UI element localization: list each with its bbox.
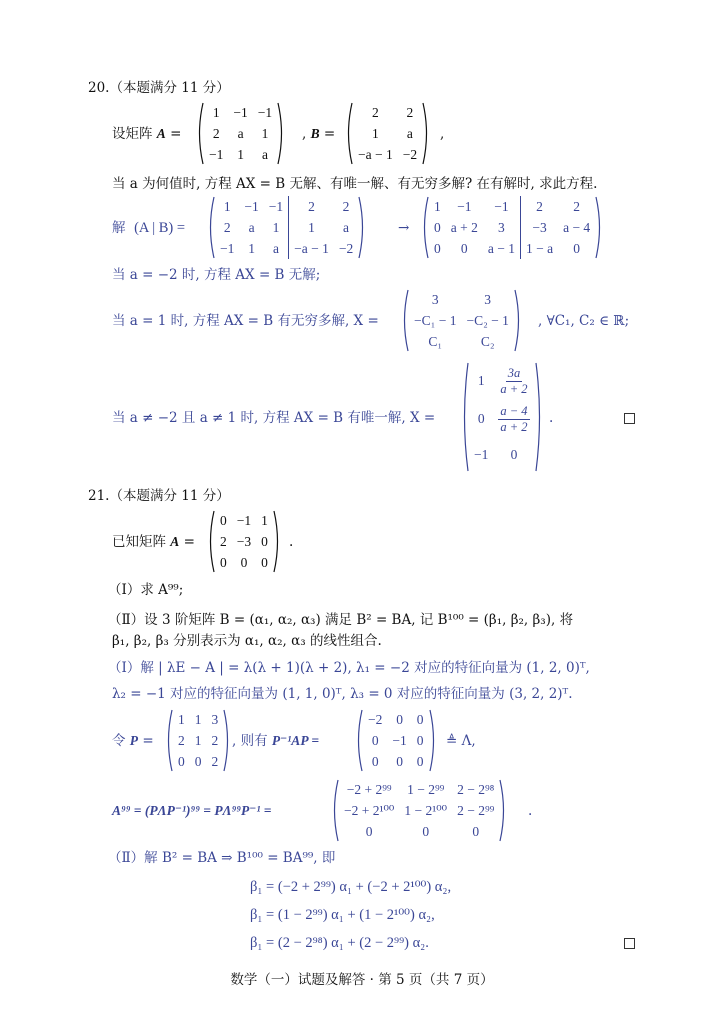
q20-case-no-solution: 当 a = −2 时, 方程 AX = B 无解; xyxy=(112,267,321,283)
matrix-entry: 1 xyxy=(194,732,202,748)
left-paren xyxy=(164,709,173,772)
left-paren xyxy=(460,362,469,472)
matrix-entry: 2 xyxy=(211,732,219,748)
q21-given: 已知矩阵 A = xyxy=(112,534,195,550)
matrix-entry: 1 − 2¹⁰⁰ xyxy=(404,802,448,818)
matrix-entry: −2 + 2⁹⁹ xyxy=(346,781,392,797)
matrix-entry: −1 xyxy=(474,447,489,462)
left-paren xyxy=(206,196,215,259)
q20-matrix-A xyxy=(195,102,286,165)
right-paren xyxy=(273,510,282,573)
q20-comma-2: , xyxy=(440,126,445,142)
q21-beta-line-3: β₁ = (2 − 2⁹⁸) α₁ + (2 − 2⁹⁹) α₂. xyxy=(250,935,429,951)
matrix-entry: 0 xyxy=(396,753,403,769)
matrix-entry: 0 xyxy=(416,753,424,769)
matrix-entry: 1 xyxy=(178,711,185,727)
matrix-entry: −1 xyxy=(257,104,273,120)
q21-header: 21.（本题满分 11 分） xyxy=(88,488,230,504)
right-paren xyxy=(514,289,523,352)
matrix-entry: −C₂ − 1 xyxy=(466,312,509,328)
matrix-entry: 1 xyxy=(434,198,441,214)
matrix-entry: 0 xyxy=(477,411,485,426)
matrix-entry: 0 xyxy=(365,823,373,839)
q21-matrix-P xyxy=(164,709,232,772)
q21-matrix-A xyxy=(206,510,282,573)
q21-sol1-line1: （Ⅰ）解 | λE − A | = λ(λ + 1)(λ + 2), λ₁ = −2 对应的特征向量为 (1, 2, 0)ᵀ, xyxy=(108,660,590,676)
matrix-entry: a − 1 xyxy=(487,240,515,256)
matrix-entry: 2 xyxy=(220,533,227,549)
matrix-entry: 3 xyxy=(484,291,492,307)
left-paren xyxy=(344,102,353,165)
matrix-entry: 0 xyxy=(416,711,424,727)
q21-defeq: ≜ Λ, xyxy=(446,733,476,749)
matrix-entry: 0 xyxy=(434,240,441,256)
q21-part2-line2: β₁, β₂, β₃ 分别表示为 α₁, α₂, α₃ 的线性组合. xyxy=(112,633,382,649)
matrix-entry: −3 xyxy=(236,533,252,549)
left-paren xyxy=(354,709,363,772)
matrix-entry: 0 xyxy=(396,711,403,727)
q21-sol1-line2: λ₂ = −1 对应的特征向量为 (1, 1, 0)ᵀ, λ₃ = 0 对应的特征向量为 (3, 2, 2)ᵀ. xyxy=(112,686,573,702)
matrix-entry: 2 xyxy=(371,104,379,120)
matrix-entry: a − 4 xyxy=(563,219,591,235)
matrix-entry: a xyxy=(248,219,255,235)
q21-qed-square xyxy=(624,938,635,949)
q21-then: , 则有 P⁻¹AP = xyxy=(232,733,320,749)
q20-infinite-solution-matrix xyxy=(400,289,523,352)
q21-part1: （Ⅰ）求 A⁹⁹; xyxy=(108,582,184,598)
matrix-entry: −1 xyxy=(392,732,407,748)
matrix-entry: −1 xyxy=(236,512,252,528)
matrix-entry: 1 xyxy=(212,104,220,120)
matrix-entry: 0 xyxy=(178,753,185,769)
matrix-entry: 0 xyxy=(240,554,248,570)
q20-unique-solution-matrix xyxy=(460,362,544,472)
right-paren xyxy=(499,779,508,842)
q21-A99-suffix: . xyxy=(528,803,533,819)
matrix-entry: 0 xyxy=(416,732,424,748)
q20-header: 20.（本题满分 11 分） xyxy=(88,80,230,96)
q21-period: . xyxy=(289,534,294,550)
matrix-entry: 1 xyxy=(237,146,244,162)
matrix-entry: a xyxy=(406,125,413,141)
left-paren xyxy=(400,289,409,352)
matrix-entry: −a − 1 xyxy=(289,238,334,259)
matrix-entry: a xyxy=(343,219,350,235)
matrix-entry: −C₁ − 1 xyxy=(414,312,457,328)
right-paren xyxy=(223,709,232,772)
matrix-entry: 2 xyxy=(178,732,185,748)
matrix-entry: C₁ xyxy=(428,333,443,349)
matrix-entry: 0 xyxy=(220,512,227,528)
q20-qed-square xyxy=(624,413,635,424)
matrix-entry: 3 xyxy=(498,219,505,235)
matrix-entry: 1 xyxy=(261,125,269,141)
right-paren xyxy=(422,102,431,165)
right-paren xyxy=(429,709,438,772)
matrix-entry: 1 xyxy=(223,198,231,214)
matrix-entry: 0 xyxy=(573,240,580,256)
q20-solution-aug: 解 (A | B) = xyxy=(112,220,186,236)
matrix-entry: a xyxy=(272,240,279,256)
page-footer: 数学（一）试题及解答 · 第 5 页（共 7 页） xyxy=(230,972,494,988)
q20-case-infinite-suffix: , ∀C₁, C₂ ∈ ℝ; xyxy=(538,313,630,329)
left-paren xyxy=(330,779,339,842)
matrix-entry: 0 xyxy=(371,732,379,748)
matrix-entry: 2 xyxy=(211,753,219,769)
q20-augmented-matrix xyxy=(206,196,367,259)
q20-reduced-matrix xyxy=(420,196,604,259)
matrix-entry: −3 xyxy=(520,217,558,238)
left-paren xyxy=(206,510,215,573)
matrix-entry: a xyxy=(261,146,268,162)
q21-let-P: 令 P = xyxy=(112,733,154,749)
matrix-entry: 1 − 2⁹⁹ xyxy=(407,781,445,797)
matrix-entry: −1 xyxy=(220,240,235,256)
q20-question: 当 a 为何值时, 方程 AX = B 无解、有唯一解、有无穷多解? 在有解时, 求此方程. xyxy=(112,176,598,192)
matrix-entry: 0 xyxy=(261,554,268,570)
matrix-entry: 2 xyxy=(406,104,414,120)
q21-beta-line-2: β₁ = (1 − 2⁹⁹) α₁ + (1 − 2¹⁰⁰) α₂, xyxy=(250,907,435,923)
matrix-entry: 0 xyxy=(510,447,518,462)
q20-arrow: → xyxy=(398,220,410,236)
right-paren xyxy=(358,196,367,259)
matrix-entry: 0 xyxy=(460,240,468,256)
matrix-entry: −1 xyxy=(209,146,224,162)
q21-matrix-Lambda xyxy=(354,709,438,772)
q20-comma: , B = xyxy=(302,126,336,142)
matrix-entry: 1 xyxy=(248,240,255,256)
q20-case-unique-suffix: . xyxy=(549,410,554,426)
matrix-entry: a + 2 xyxy=(450,219,478,235)
fraction-denominator: a + 2 xyxy=(500,381,528,396)
matrix-entry: 1 xyxy=(289,217,334,238)
matrix-entry: −2 xyxy=(368,711,383,727)
matrix-entry: −2 xyxy=(338,240,354,256)
matrix-entry: 0 xyxy=(194,753,202,769)
matrix-entry: 2 xyxy=(342,198,350,214)
matrix-entry: 1 xyxy=(261,512,268,528)
matrix-entry: −1 xyxy=(494,198,509,214)
matrix-entry: 1 xyxy=(371,125,379,141)
matrix-entry: 1 xyxy=(194,711,202,727)
matrix-entry: 2 − 2⁹⁹ xyxy=(457,802,495,818)
q21-part2-line1: （Ⅱ）设 3 阶矩阵 B = (α₁, α₂, α₃) 满足 B² = BA, 记 B¹⁰⁰ = (β₁, β₂, β₃), 将 xyxy=(108,612,574,628)
q20-B-label: B xyxy=(310,126,320,141)
matrix-entry: 2 xyxy=(212,125,220,141)
matrix-entry: 1 xyxy=(477,373,485,388)
matrix-entry: 2 xyxy=(289,196,334,217)
matrix-entry: a xyxy=(237,125,244,141)
matrix-entry: 0 xyxy=(371,753,379,769)
matrix-entry: 1 xyxy=(272,219,280,235)
matrix-entry: 2 xyxy=(573,198,580,214)
left-paren xyxy=(195,102,204,165)
q21-PAP-label: P⁻¹AP = xyxy=(271,733,320,748)
right-paren xyxy=(595,196,604,259)
left-paren xyxy=(420,196,429,259)
matrix-entry: 2 xyxy=(520,196,558,217)
fraction-numerator: a − 4 xyxy=(500,403,528,418)
q20-case-infinite: 当 a = 1 时, 方程 AX = B 有无穷多解, X = xyxy=(112,313,379,329)
q20-case-unique: 当 a ≠ −2 且 a ≠ 1 时, 方程 AX = B 有唯一解, X = xyxy=(112,410,436,426)
q21-A99-label: A⁹⁹ = (PΛP⁻¹)⁹⁹ = PΛ⁹⁹P⁻¹ = xyxy=(112,803,272,818)
matrix-entry: 0 xyxy=(220,554,227,570)
matrix-entry: 0 xyxy=(422,823,430,839)
matrix-entry: 2 − 2⁹⁸ xyxy=(457,781,495,797)
matrix-entry: −2 + 2¹⁰⁰ xyxy=(344,802,395,818)
q21-beta-line-1: β₁ = (−2 + 2⁹⁹) α₁ + (−2 + 2¹⁰⁰) α₂, xyxy=(250,879,452,895)
matrix-entry: 1 − a xyxy=(520,238,558,259)
fraction-denominator: a + 2 xyxy=(500,419,528,434)
matrix-entry: −1 xyxy=(457,198,472,214)
matrix-entry: −1 xyxy=(244,198,259,214)
matrix-entry: C₂ xyxy=(480,333,495,349)
matrix-entry: 0 xyxy=(472,823,480,839)
matrix-entry: −2 xyxy=(402,146,418,162)
matrix-entry: 0 xyxy=(261,533,268,549)
matrix-entry: −1 xyxy=(268,198,284,214)
matrix-entry: 3 xyxy=(431,291,439,307)
q20-matrix-B xyxy=(344,102,431,165)
q21-matrix-A99 xyxy=(330,779,508,842)
matrix-entry: 2 xyxy=(223,219,231,235)
matrix-entry: −a − 1 xyxy=(358,146,393,162)
q21-sol2-line: （Ⅱ）解 B² = BA ⇒ B¹⁰⁰ = BA⁹⁹, 即 xyxy=(108,850,336,866)
q20-matrix-definitions: 设矩阵 A = xyxy=(112,126,182,142)
matrix-entry: 3 xyxy=(211,711,219,727)
matrix-entry: −1 xyxy=(233,104,248,120)
fraction-numerator: 3a xyxy=(507,365,521,380)
matrix-entry: 0 xyxy=(434,219,441,235)
right-paren xyxy=(277,102,286,165)
right-paren xyxy=(535,362,544,472)
